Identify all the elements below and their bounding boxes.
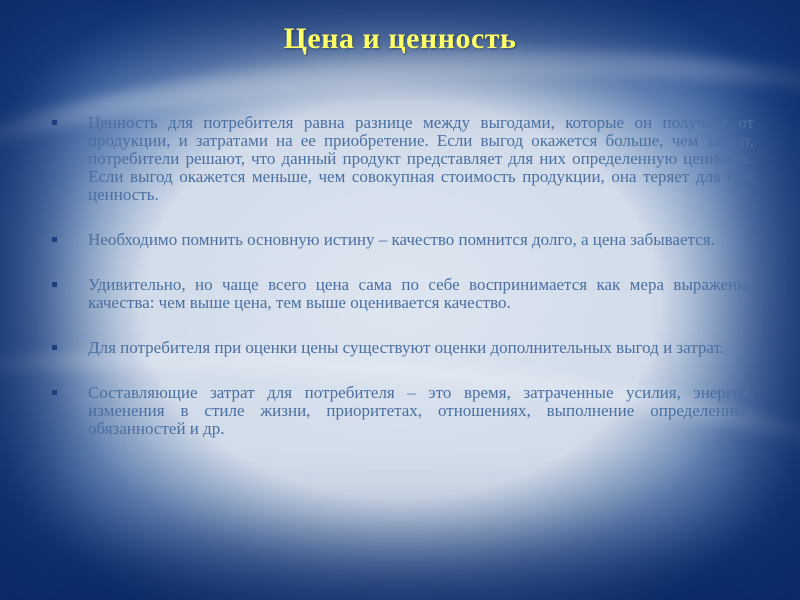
bullet-text: Удивительно, но чаще всего цена сама по себе воспринимается как мера выражения качества: чем выше цена, тем выше оценивается качество. xyxy=(88,275,754,312)
bullet-text: Для потребителя при оценки цены существуют оценки дополнительных выгод и затрат. xyxy=(88,338,724,357)
bullet-marker-icon xyxy=(52,237,57,242)
bullet-item xyxy=(52,339,754,357)
bullet-item xyxy=(52,114,754,204)
bullet-item xyxy=(52,384,754,438)
bullet-marker-icon xyxy=(52,282,57,287)
slide-title: Цена и ценность xyxy=(283,22,517,55)
bullet-list xyxy=(52,114,754,438)
bullet-text: Ценность для потребителя равна разнице между выгодами, которые он получает от продукции, и затратами на ее приобретение. Если выгод окажется больше, чем затрат, потребители решают, что данный продукт представляет для них определенную ценность. Если выгод окажется меньше, чем совокупная стоимость продукции, она теряет для них ценность. xyxy=(88,113,754,204)
bullet-item xyxy=(52,276,754,312)
bullet-marker-icon xyxy=(52,390,57,395)
bullet-marker-icon xyxy=(52,345,57,350)
bullet-item xyxy=(52,231,754,249)
bullet-text: Необходимо помнить основную истину – качество помнится долго, а цена забывается. xyxy=(88,230,715,249)
bullet-marker-icon xyxy=(52,120,57,125)
bullet-text: Составляющие затрат для потребителя – это время, затраченные усилия, энергия, изменения в стиле жизни, приоритетах, отношениях, выполнение определенных обязанностей и др. xyxy=(88,383,754,438)
